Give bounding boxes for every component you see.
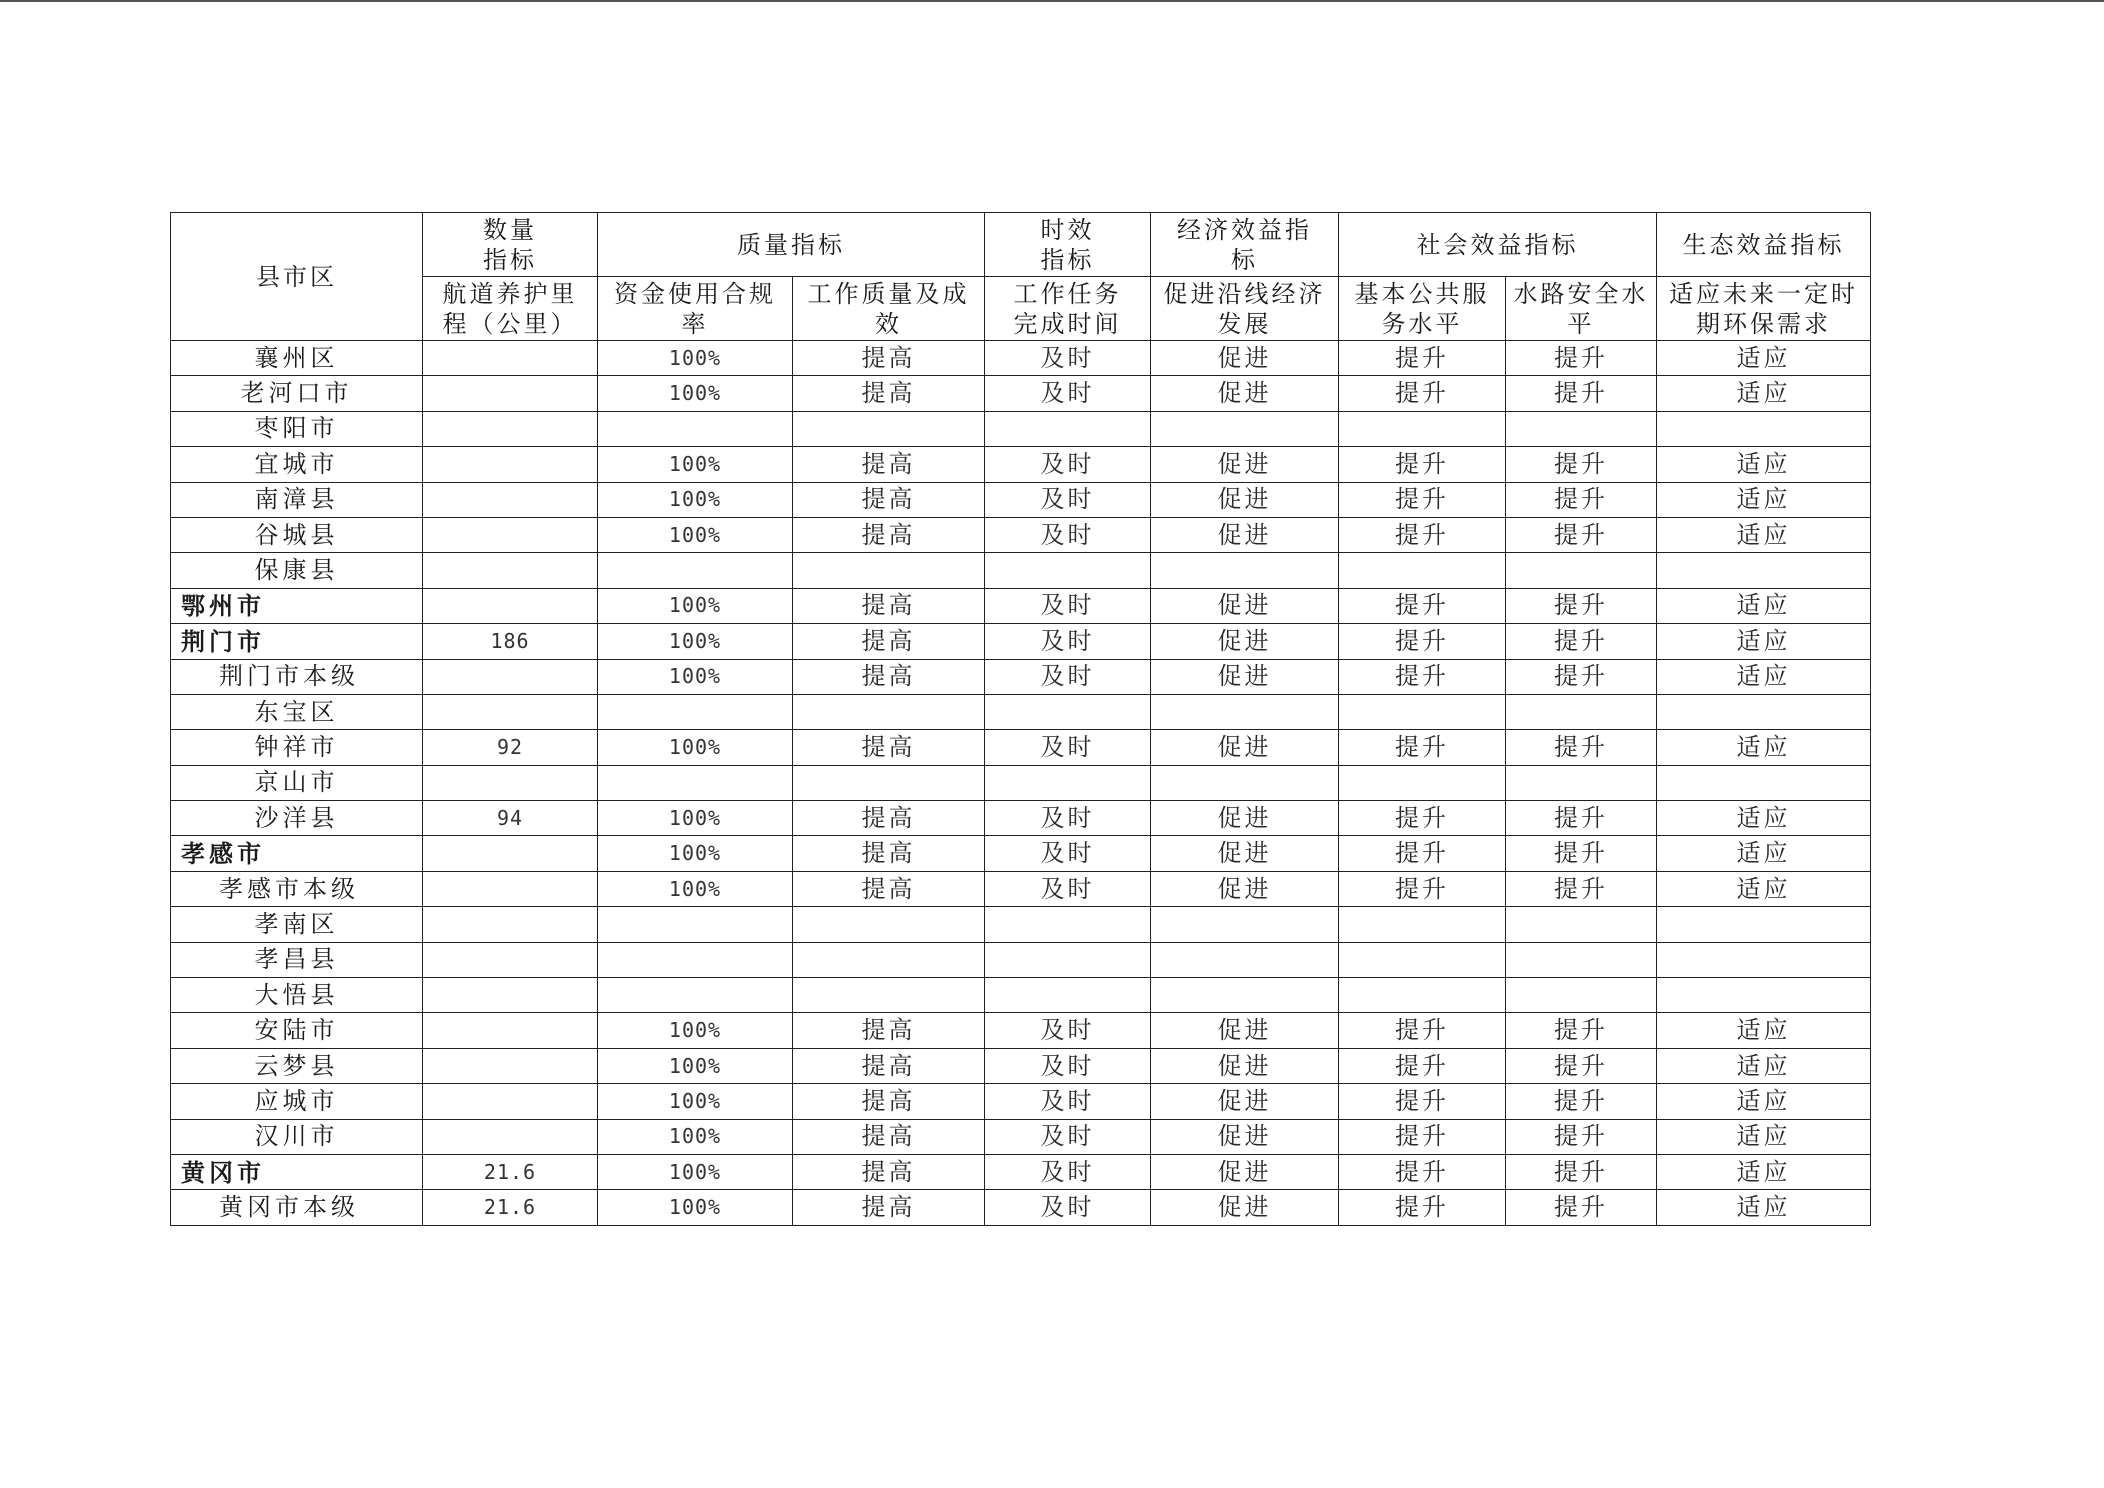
header-social-indicator: 社会效益指标 bbox=[1339, 213, 1657, 277]
compliance-cell: 100% bbox=[598, 517, 793, 552]
mileage-cell bbox=[423, 553, 598, 588]
indicator-table-sheet bbox=[170, 212, 1870, 1226]
county-name-cell: 鄂州市 bbox=[171, 588, 423, 623]
mileage-cell bbox=[423, 694, 598, 729]
completion-time-cell bbox=[985, 411, 1151, 446]
public-service-cell: 提升 bbox=[1339, 659, 1506, 694]
compliance-cell bbox=[598, 553, 793, 588]
county-name-cell: 云梦县 bbox=[171, 1048, 423, 1083]
environment-cell: 适应 bbox=[1657, 1119, 1871, 1154]
public-service-cell: 提升 bbox=[1339, 1084, 1506, 1119]
mileage-cell bbox=[423, 907, 598, 942]
economy-cell: 促进 bbox=[1151, 1084, 1339, 1119]
compliance-cell bbox=[598, 765, 793, 800]
mileage-cell bbox=[423, 1084, 598, 1119]
compliance-cell: 100% bbox=[598, 376, 793, 411]
water-safety-cell: 提升 bbox=[1506, 447, 1657, 482]
subheader-compliance bbox=[598, 277, 793, 341]
mileage-cell: 21.6 bbox=[423, 1190, 598, 1225]
compliance-cell: 100% bbox=[598, 1048, 793, 1083]
work-quality-cell: 提高 bbox=[793, 1154, 985, 1189]
public-service-cell: 提升 bbox=[1339, 1190, 1506, 1225]
economy-cell: 促进 bbox=[1151, 730, 1339, 765]
environment-cell: 适应 bbox=[1657, 836, 1871, 871]
table-row bbox=[171, 588, 1871, 623]
work-quality-cell: 提高 bbox=[793, 659, 985, 694]
environment-cell: 适应 bbox=[1657, 1048, 1871, 1083]
public-service-cell bbox=[1339, 907, 1506, 942]
table-row bbox=[171, 1154, 1871, 1189]
county-name-cell: 孝昌县 bbox=[171, 942, 423, 977]
water-safety-cell: 提升 bbox=[1506, 659, 1657, 694]
table-row bbox=[171, 694, 1871, 729]
water-safety-cell: 提升 bbox=[1506, 1190, 1657, 1225]
compliance-cell: 100% bbox=[598, 836, 793, 871]
header-timeliness-text: 时效指标 bbox=[1040, 215, 1095, 274]
work-quality-cell: 提高 bbox=[793, 1013, 985, 1048]
public-service-cell: 提升 bbox=[1339, 517, 1506, 552]
completion-time-cell: 及时 bbox=[985, 1013, 1151, 1048]
header-economic-indicator bbox=[1151, 213, 1339, 277]
county-name-cell: 孝南区 bbox=[171, 907, 423, 942]
compliance-cell: 100% bbox=[598, 1119, 793, 1154]
environment-cell: 适应 bbox=[1657, 624, 1871, 659]
environment-cell: 适应 bbox=[1657, 730, 1871, 765]
water-safety-cell bbox=[1506, 942, 1657, 977]
county-name-cell: 汉川市 bbox=[171, 1119, 423, 1154]
compliance-cell bbox=[598, 411, 793, 446]
environment-cell bbox=[1657, 942, 1871, 977]
completion-time-cell bbox=[985, 978, 1151, 1013]
mileage-cell bbox=[423, 517, 598, 552]
environment-cell: 适应 bbox=[1657, 517, 1871, 552]
water-safety-cell: 提升 bbox=[1506, 341, 1657, 376]
water-safety-cell bbox=[1506, 765, 1657, 800]
mileage-cell bbox=[423, 588, 598, 623]
public-service-cell: 提升 bbox=[1339, 447, 1506, 482]
economy-cell bbox=[1151, 942, 1339, 977]
work-quality-cell: 提高 bbox=[793, 376, 985, 411]
mileage-cell bbox=[423, 765, 598, 800]
mileage-cell bbox=[423, 942, 598, 977]
table-body bbox=[171, 341, 1871, 1226]
county-name-cell: 荆门市 bbox=[171, 624, 423, 659]
table-row bbox=[171, 482, 1871, 517]
work-quality-cell: 提高 bbox=[793, 341, 985, 376]
water-safety-cell: 提升 bbox=[1506, 1119, 1657, 1154]
mileage-cell bbox=[423, 411, 598, 446]
public-service-cell: 提升 bbox=[1339, 1048, 1506, 1083]
work-quality-cell: 提高 bbox=[793, 1119, 985, 1154]
mileage-cell bbox=[423, 1048, 598, 1083]
compliance-cell: 100% bbox=[598, 341, 793, 376]
completion-time-cell: 及时 bbox=[985, 801, 1151, 836]
public-service-cell: 提升 bbox=[1339, 730, 1506, 765]
economy-cell: 促进 bbox=[1151, 447, 1339, 482]
completion-time-cell bbox=[985, 907, 1151, 942]
public-service-cell: 提升 bbox=[1339, 871, 1506, 906]
public-service-cell bbox=[1339, 765, 1506, 800]
mileage-cell bbox=[423, 978, 598, 1013]
economy-cell: 促进 bbox=[1151, 624, 1339, 659]
subheader-compliance-text: 资金使用合规率 bbox=[614, 279, 776, 338]
subheader-economy bbox=[1151, 277, 1339, 341]
completion-time-cell bbox=[985, 694, 1151, 729]
header-quantity-indicator bbox=[423, 213, 598, 277]
county-name-cell: 京山市 bbox=[171, 765, 423, 800]
environment-cell: 适应 bbox=[1657, 482, 1871, 517]
mileage-cell bbox=[423, 482, 598, 517]
economy-cell: 促进 bbox=[1151, 836, 1339, 871]
water-safety-cell bbox=[1506, 907, 1657, 942]
economy-cell: 促进 bbox=[1151, 517, 1339, 552]
subheader-environment-text: 适应未来一定时期环保需求 bbox=[1669, 279, 1858, 338]
water-safety-cell: 提升 bbox=[1506, 871, 1657, 906]
county-name-cell: 谷城县 bbox=[171, 517, 423, 552]
work-quality-cell bbox=[793, 553, 985, 588]
compliance-cell: 100% bbox=[598, 588, 793, 623]
header-county: 县市区 bbox=[171, 213, 423, 341]
public-service-cell: 提升 bbox=[1339, 836, 1506, 871]
completion-time-cell: 及时 bbox=[985, 1119, 1151, 1154]
completion-time-cell: 及时 bbox=[985, 730, 1151, 765]
mileage-cell bbox=[423, 341, 598, 376]
completion-time-cell: 及时 bbox=[985, 341, 1151, 376]
table-row bbox=[171, 411, 1871, 446]
completion-time-cell: 及时 bbox=[985, 659, 1151, 694]
environment-cell: 适应 bbox=[1657, 1190, 1871, 1225]
completion-time-cell: 及时 bbox=[985, 1048, 1151, 1083]
environment-cell: 适应 bbox=[1657, 1154, 1871, 1189]
county-name-cell: 黄冈市 bbox=[171, 1154, 423, 1189]
economy-cell bbox=[1151, 978, 1339, 1013]
table-row bbox=[171, 730, 1871, 765]
economy-cell: 促进 bbox=[1151, 341, 1339, 376]
compliance-cell: 100% bbox=[598, 730, 793, 765]
compliance-cell: 100% bbox=[598, 447, 793, 482]
economy-cell: 促进 bbox=[1151, 376, 1339, 411]
completion-time-cell: 及时 bbox=[985, 517, 1151, 552]
county-name-cell: 襄州区 bbox=[171, 341, 423, 376]
environment-cell: 适应 bbox=[1657, 659, 1871, 694]
completion-time-cell: 及时 bbox=[985, 588, 1151, 623]
compliance-cell: 100% bbox=[598, 1190, 793, 1225]
work-quality-cell: 提高 bbox=[793, 801, 985, 836]
economy-cell: 促进 bbox=[1151, 801, 1339, 836]
completion-time-cell: 及时 bbox=[985, 1084, 1151, 1119]
compliance-cell: 100% bbox=[598, 871, 793, 906]
table-row bbox=[171, 907, 1871, 942]
public-service-cell: 提升 bbox=[1339, 376, 1506, 411]
performance-indicator-table bbox=[170, 212, 1871, 1226]
completion-time-cell: 及时 bbox=[985, 836, 1151, 871]
work-quality-cell: 提高 bbox=[793, 588, 985, 623]
economy-cell bbox=[1151, 411, 1339, 446]
table-row bbox=[171, 376, 1871, 411]
compliance-cell bbox=[598, 942, 793, 977]
work-quality-cell: 提高 bbox=[793, 517, 985, 552]
table-row bbox=[171, 517, 1871, 552]
county-name-cell: 黄冈市本级 bbox=[171, 1190, 423, 1225]
compliance-cell: 100% bbox=[598, 801, 793, 836]
table-row bbox=[171, 624, 1871, 659]
water-safety-cell: 提升 bbox=[1506, 1048, 1657, 1083]
work-quality-cell: 提高 bbox=[793, 624, 985, 659]
mileage-cell: 186 bbox=[423, 624, 598, 659]
mileage-cell bbox=[423, 1013, 598, 1048]
public-service-cell bbox=[1339, 553, 1506, 588]
county-name-cell: 孝感市 bbox=[171, 836, 423, 871]
mileage-cell bbox=[423, 659, 598, 694]
table-row bbox=[171, 341, 1871, 376]
water-safety-cell: 提升 bbox=[1506, 517, 1657, 552]
subheader-water-safety-text: 水路安全水平 bbox=[1513, 279, 1649, 338]
water-safety-cell: 提升 bbox=[1506, 1084, 1657, 1119]
header-quantity-text: 数量指标 bbox=[483, 215, 537, 274]
environment-cell bbox=[1657, 978, 1871, 1013]
water-safety-cell bbox=[1506, 978, 1657, 1013]
compliance-cell bbox=[598, 978, 793, 1013]
work-quality-cell: 提高 bbox=[793, 730, 985, 765]
subheader-public-service-text: 基本公共服务水平 bbox=[1354, 279, 1490, 338]
public-service-cell: 提升 bbox=[1339, 1013, 1506, 1048]
economy-cell bbox=[1151, 553, 1339, 588]
page-top-border bbox=[0, 0, 2104, 2]
table-row bbox=[171, 1013, 1871, 1048]
economy-cell: 促进 bbox=[1151, 1119, 1339, 1154]
water-safety-cell bbox=[1506, 411, 1657, 446]
table-row bbox=[171, 1084, 1871, 1119]
compliance-cell: 100% bbox=[598, 1013, 793, 1048]
economy-cell: 促进 bbox=[1151, 1190, 1339, 1225]
water-safety-cell: 提升 bbox=[1506, 588, 1657, 623]
header-quality-indicator: 质量指标 bbox=[598, 213, 985, 277]
water-safety-cell bbox=[1506, 694, 1657, 729]
subheader-environment bbox=[1657, 277, 1871, 341]
table-row bbox=[171, 1190, 1871, 1225]
economy-cell bbox=[1151, 765, 1339, 800]
water-safety-cell: 提升 bbox=[1506, 1154, 1657, 1189]
water-safety-cell bbox=[1506, 553, 1657, 588]
mileage-cell bbox=[423, 871, 598, 906]
mileage-cell bbox=[423, 376, 598, 411]
completion-time-cell: 及时 bbox=[985, 482, 1151, 517]
mileage-cell: 94 bbox=[423, 801, 598, 836]
mileage-cell bbox=[423, 836, 598, 871]
public-service-cell: 提升 bbox=[1339, 1154, 1506, 1189]
county-name-cell: 宜城市 bbox=[171, 447, 423, 482]
work-quality-cell bbox=[793, 942, 985, 977]
environment-cell: 适应 bbox=[1657, 801, 1871, 836]
completion-time-cell: 及时 bbox=[985, 1154, 1151, 1189]
work-quality-cell: 提高 bbox=[793, 836, 985, 871]
table-row bbox=[171, 942, 1871, 977]
table-row bbox=[171, 1119, 1871, 1154]
public-service-cell bbox=[1339, 411, 1506, 446]
table-row bbox=[171, 836, 1871, 871]
compliance-cell: 100% bbox=[598, 1084, 793, 1119]
county-name-cell: 沙洋县 bbox=[171, 801, 423, 836]
completion-time-cell: 及时 bbox=[985, 1190, 1151, 1225]
public-service-cell bbox=[1339, 694, 1506, 729]
public-service-cell: 提升 bbox=[1339, 482, 1506, 517]
mileage-cell bbox=[423, 1119, 598, 1154]
work-quality-cell: 提高 bbox=[793, 1084, 985, 1119]
table-row bbox=[171, 765, 1871, 800]
subheader-economy-text: 促进沿线经济发展 bbox=[1163, 279, 1326, 338]
environment-cell: 适应 bbox=[1657, 1013, 1871, 1048]
mileage-cell: 21.6 bbox=[423, 1154, 598, 1189]
environment-cell bbox=[1657, 694, 1871, 729]
economy-cell: 促进 bbox=[1151, 1048, 1339, 1083]
mileage-cell: 92 bbox=[423, 730, 598, 765]
subheader-completion-time-text: 工作任务完成时间 bbox=[1013, 279, 1122, 338]
public-service-cell bbox=[1339, 978, 1506, 1013]
subheader-work-quality bbox=[793, 277, 985, 341]
environment-cell: 适应 bbox=[1657, 1084, 1871, 1119]
header-timeliness-indicator bbox=[985, 213, 1151, 277]
compliance-cell bbox=[598, 694, 793, 729]
environment-cell: 适应 bbox=[1657, 447, 1871, 482]
environment-cell bbox=[1657, 765, 1871, 800]
public-service-cell: 提升 bbox=[1339, 588, 1506, 623]
subheader-mileage bbox=[423, 277, 598, 341]
environment-cell bbox=[1657, 553, 1871, 588]
compliance-cell: 100% bbox=[598, 482, 793, 517]
work-quality-cell: 提高 bbox=[793, 482, 985, 517]
subheader-work-quality-text: 工作质量及成效 bbox=[807, 279, 970, 338]
subheader-water-safety bbox=[1506, 277, 1657, 341]
county-name-cell: 老河口市 bbox=[171, 376, 423, 411]
completion-time-cell bbox=[985, 765, 1151, 800]
work-quality-cell: 提高 bbox=[793, 871, 985, 906]
public-service-cell: 提升 bbox=[1339, 341, 1506, 376]
water-safety-cell: 提升 bbox=[1506, 730, 1657, 765]
public-service-cell: 提升 bbox=[1339, 1119, 1506, 1154]
table-row bbox=[171, 447, 1871, 482]
subheader-completion-time bbox=[985, 277, 1151, 341]
county-name-cell: 东宝区 bbox=[171, 694, 423, 729]
completion-time-cell: 及时 bbox=[985, 871, 1151, 906]
work-quality-cell bbox=[793, 907, 985, 942]
economy-cell: 促进 bbox=[1151, 588, 1339, 623]
economy-cell bbox=[1151, 694, 1339, 729]
water-safety-cell: 提升 bbox=[1506, 376, 1657, 411]
water-safety-cell: 提升 bbox=[1506, 836, 1657, 871]
work-quality-cell bbox=[793, 978, 985, 1013]
table-row bbox=[171, 1048, 1871, 1083]
completion-time-cell: 及时 bbox=[985, 447, 1151, 482]
water-safety-cell: 提升 bbox=[1506, 624, 1657, 659]
completion-time-cell: 及时 bbox=[985, 624, 1151, 659]
water-safety-cell: 提升 bbox=[1506, 801, 1657, 836]
table-row bbox=[171, 871, 1871, 906]
economy-cell: 促进 bbox=[1151, 1154, 1339, 1189]
environment-cell: 适应 bbox=[1657, 341, 1871, 376]
subheader-mileage-text: 航道养护里程（公里） bbox=[442, 279, 578, 338]
county-name-cell: 枣阳市 bbox=[171, 411, 423, 446]
county-name-cell: 大悟县 bbox=[171, 978, 423, 1013]
economy-cell bbox=[1151, 907, 1339, 942]
compliance-cell: 100% bbox=[598, 624, 793, 659]
water-safety-cell: 提升 bbox=[1506, 482, 1657, 517]
environment-cell: 适应 bbox=[1657, 871, 1871, 906]
header-ecological-indicator: 生态效益指标 bbox=[1657, 213, 1871, 277]
compliance-cell: 100% bbox=[598, 1154, 793, 1189]
table-row bbox=[171, 553, 1871, 588]
water-safety-cell: 提升 bbox=[1506, 1013, 1657, 1048]
table-row bbox=[171, 978, 1871, 1013]
public-service-cell: 提升 bbox=[1339, 801, 1506, 836]
completion-time-cell: 及时 bbox=[985, 376, 1151, 411]
economy-cell: 促进 bbox=[1151, 1013, 1339, 1048]
compliance-cell: 100% bbox=[598, 659, 793, 694]
county-name-cell: 孝感市本级 bbox=[171, 871, 423, 906]
environment-cell bbox=[1657, 411, 1871, 446]
public-service-cell bbox=[1339, 942, 1506, 977]
work-quality-cell bbox=[793, 694, 985, 729]
environment-cell bbox=[1657, 907, 1871, 942]
work-quality-cell bbox=[793, 411, 985, 446]
work-quality-cell bbox=[793, 765, 985, 800]
county-name-cell: 南漳县 bbox=[171, 482, 423, 517]
environment-cell: 适应 bbox=[1657, 588, 1871, 623]
economy-cell: 促进 bbox=[1151, 871, 1339, 906]
subheader-public-service bbox=[1339, 277, 1506, 341]
table-row bbox=[171, 801, 1871, 836]
economy-cell: 促进 bbox=[1151, 659, 1339, 694]
compliance-cell bbox=[598, 907, 793, 942]
completion-time-cell bbox=[985, 553, 1151, 588]
table-row bbox=[171, 659, 1871, 694]
county-name-cell: 应城市 bbox=[171, 1084, 423, 1119]
mileage-cell bbox=[423, 447, 598, 482]
header-economic-text: 经济效益指标 bbox=[1177, 215, 1312, 274]
public-service-cell: 提升 bbox=[1339, 624, 1506, 659]
work-quality-cell: 提高 bbox=[793, 1190, 985, 1225]
environment-cell: 适应 bbox=[1657, 376, 1871, 411]
county-name-cell: 安陆市 bbox=[171, 1013, 423, 1048]
economy-cell: 促进 bbox=[1151, 482, 1339, 517]
work-quality-cell: 提高 bbox=[793, 1048, 985, 1083]
county-name-cell: 钟祥市 bbox=[171, 730, 423, 765]
county-name-cell: 保康县 bbox=[171, 553, 423, 588]
county-name-cell: 荆门市本级 bbox=[171, 659, 423, 694]
completion-time-cell bbox=[985, 942, 1151, 977]
work-quality-cell: 提高 bbox=[793, 447, 985, 482]
